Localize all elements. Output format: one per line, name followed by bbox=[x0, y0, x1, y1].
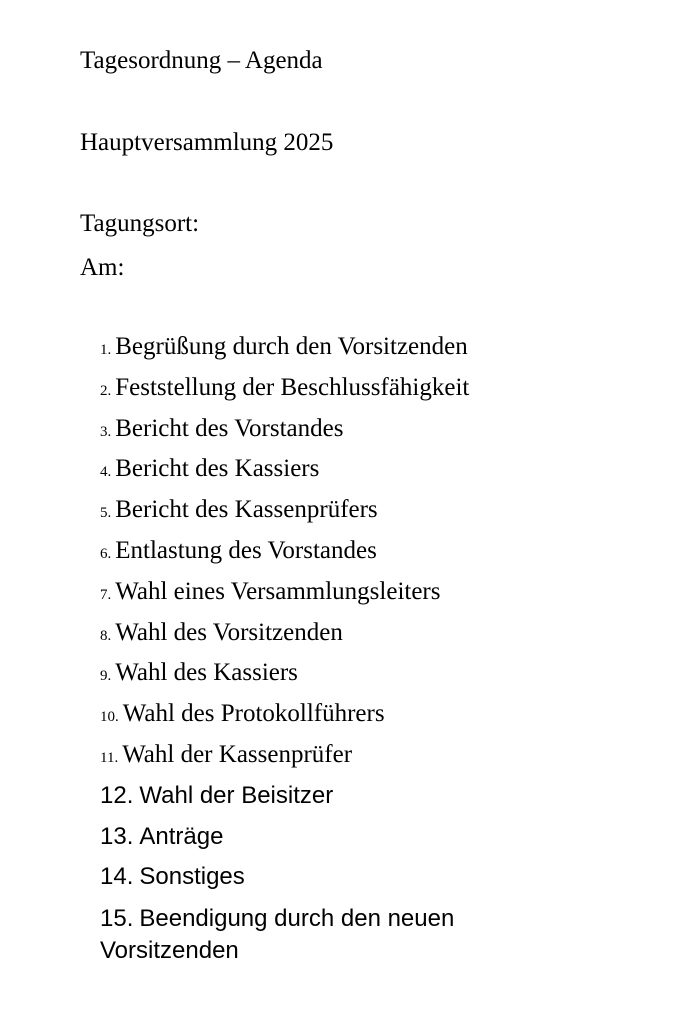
agenda-item-number: 2. bbox=[100, 382, 112, 399]
agenda-item-number: 14. bbox=[100, 863, 134, 891]
agenda-item-text: Wahl der Beisitzer bbox=[139, 781, 334, 809]
agenda-item-number: 10. bbox=[100, 709, 119, 726]
document-title: Tagesordnung – Agenda bbox=[80, 47, 323, 74]
agenda-item-text: Wahl der Kassenprüfer bbox=[122, 740, 353, 768]
agenda-item-number: 8. bbox=[100, 627, 112, 644]
agenda-item-text: Wahl eines Versammlungsleiters bbox=[115, 577, 441, 605]
agenda-item bbox=[100, 740, 660, 781]
agenda-item-text: Bericht des Kassenprüfers bbox=[115, 496, 378, 524]
agenda-item bbox=[100, 822, 660, 863]
agenda-item-number: 3. bbox=[100, 423, 112, 440]
agenda-item-text: Wahl des Kassiers bbox=[115, 659, 298, 687]
agenda-item bbox=[100, 414, 660, 455]
agenda-item-text: Bericht des Vorstandes bbox=[115, 414, 344, 442]
agenda-item-number: 7. bbox=[100, 586, 112, 603]
agenda-item bbox=[100, 658, 660, 699]
venue-label: Tagungsort: bbox=[80, 210, 200, 237]
agenda-item-text: Anträge bbox=[139, 822, 224, 850]
agenda-item-text: Begrüßung durch den Vorsitzenden bbox=[115, 333, 468, 360]
agenda-item bbox=[100, 699, 660, 740]
agenda-item bbox=[100, 781, 660, 822]
date-label: Am: bbox=[80, 254, 125, 281]
agenda-item-number: 4. bbox=[100, 464, 112, 481]
agenda-item-number: 15. bbox=[100, 905, 134, 933]
agenda-item bbox=[100, 862, 660, 903]
meeting-title: Hauptversammlung 2025 bbox=[80, 129, 334, 156]
agenda-item bbox=[100, 618, 660, 659]
agenda-item-number: 5. bbox=[100, 505, 112, 522]
agenda-item bbox=[100, 577, 660, 618]
agenda-item bbox=[100, 373, 660, 414]
agenda-item-text: Beendigung durch den neuen Vorsitzenden bbox=[100, 905, 455, 965]
agenda-item-number: 13. bbox=[100, 822, 134, 850]
agenda-item-text: Feststellung der Beschlussfähigkeit bbox=[115, 373, 470, 401]
agenda-item bbox=[100, 536, 660, 577]
agenda-item-text: Wahl des Vorsitzenden bbox=[115, 618, 343, 646]
agenda-item-text: Bericht des Kassiers bbox=[115, 455, 320, 483]
agenda-item-number: 6. bbox=[100, 545, 112, 562]
agenda-item-number: 12. bbox=[100, 781, 134, 809]
agenda-item-number: 11. bbox=[100, 749, 119, 766]
agenda-item-number: 1. bbox=[100, 342, 112, 358]
agenda-item-text: Sonstiges bbox=[139, 863, 245, 891]
agenda-item-text: Wahl des Protokollführers bbox=[122, 700, 385, 728]
agenda-list bbox=[100, 332, 660, 967]
agenda-item bbox=[100, 332, 660, 373]
agenda-item-text: Entlastung des Vorstandes bbox=[115, 536, 377, 564]
agenda-item-number: 9. bbox=[100, 668, 112, 685]
agenda-item bbox=[100, 495, 660, 536]
agenda-item bbox=[100, 903, 500, 967]
agenda-item bbox=[100, 454, 660, 495]
